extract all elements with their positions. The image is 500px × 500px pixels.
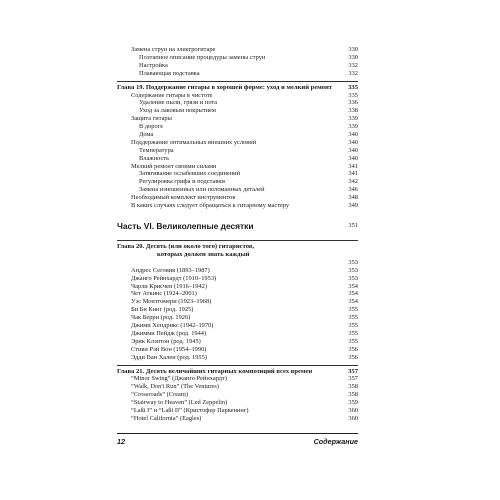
toc-entry[interactable]	[117, 202, 358, 210]
toc-entry-page: 348	[348, 194, 358, 202]
toc-entry[interactable]	[117, 298, 358, 306]
toc-entry-page: 360	[348, 407, 358, 415]
chapter-19-list	[117, 92, 358, 210]
toc-entry[interactable]	[117, 346, 358, 354]
chapter-title-line-1: Глава 20. Десять (или около того) гитаристов,	[117, 242, 255, 250]
toc-entry[interactable]	[117, 391, 358, 399]
toc-entry-title: Затягивание ослабевших соединений	[139, 170, 241, 178]
toc-entry-title: Необходимый комплект инструментов	[131, 194, 236, 202]
toc-entry-title: Замена струн на электрогитаре	[131, 45, 216, 53]
toc-entry-page: 338	[348, 107, 358, 115]
toc-entry[interactable]	[117, 407, 358, 415]
toc-entry-page: 358	[348, 391, 358, 399]
toc-entry[interactable]	[117, 194, 358, 202]
toc-entry-title: Влажность	[139, 154, 170, 162]
toc-entry-page: 330	[348, 45, 358, 53]
toc-entry[interactable]	[117, 267, 358, 275]
toc-entry-title: Дома	[139, 131, 154, 138]
toc-entry-title: Мелкий ремонт своими силами	[131, 162, 217, 170]
toc-entry[interactable]	[117, 131, 358, 139]
toc-entry[interactable]	[117, 70, 358, 78]
toc-entry-page: 353	[348, 266, 358, 274]
toc-entry-page: 355	[348, 306, 358, 314]
chapter-20-page-row	[117, 259, 358, 267]
toc-entry-page: 355	[348, 322, 358, 330]
chapter-page: 353	[348, 258, 358, 266]
toc-entry-title: Джимми Пейдж (род. 1944)	[131, 329, 207, 337]
toc-entry-title: Замена изношенных или поломанных деталей	[139, 186, 265, 194]
chapter-page: 357	[348, 367, 358, 375]
toc-entry-title: Содержание гитары в чистоте	[131, 91, 213, 99]
toc-entry-page: 353	[348, 274, 358, 282]
toc-entry[interactable]	[117, 186, 358, 194]
toc-entry-page: 355	[348, 314, 358, 322]
toc-entry-title: В дороге	[139, 123, 164, 131]
chapter-19-heading[interactable]	[117, 81, 358, 92]
toc-entry-title: Настройка	[139, 61, 168, 69]
toc-entry-page: 340	[348, 154, 358, 162]
toc-entry-title: Эрик Клэптон (род. 1945)	[131, 337, 201, 345]
toc-entry-page: 341	[348, 170, 358, 178]
toc-entry-page: 346	[348, 186, 358, 194]
part-page: 351	[348, 221, 358, 229]
toc-entry[interactable]	[117, 415, 358, 423]
table-of-contents	[117, 46, 358, 423]
toc-entry-page: 354	[348, 298, 358, 306]
toc-entry[interactable]	[117, 314, 358, 322]
toc-entry[interactable]	[117, 290, 358, 298]
toc-entry-page: 339	[348, 123, 358, 131]
toc-entry-title: Би Би Кинг (род. 1925)	[131, 306, 194, 314]
toc-entry-page: 354	[348, 282, 358, 290]
toc-entry-page: 355	[348, 329, 358, 337]
toc-entry-page: 356	[348, 345, 358, 353]
toc-entry[interactable]	[117, 338, 358, 346]
toc-entry-title: Стиви Рэй Вон (1954–1990)	[131, 345, 207, 353]
toc-entry[interactable]	[117, 354, 358, 362]
toc-entry[interactable]	[117, 54, 358, 62]
toc-entry[interactable]	[117, 376, 358, 384]
toc-entry-page: 358	[348, 383, 358, 391]
toc-entry-page: 356	[348, 353, 358, 361]
toc-entry-title: Андрес Сеговия (1893–1987)	[131, 266, 210, 274]
toc-entry[interactable]	[117, 115, 358, 123]
toc-top-list	[117, 46, 358, 78]
toc-entry[interactable]	[117, 155, 358, 163]
toc-entry[interactable]	[117, 330, 358, 338]
toc-entry[interactable]	[117, 62, 358, 70]
toc-entry[interactable]	[117, 178, 358, 186]
toc-entry-title: Эдди Ван Хален (род. 1955)	[131, 353, 207, 361]
toc-entry-title: “Crossroads” (Cream)	[131, 391, 188, 399]
chapter-20-heading[interactable]	[117, 240, 358, 259]
toc-entry[interactable]	[117, 306, 358, 314]
toc-entry-title: Регулировка грифа и подставки	[139, 178, 225, 186]
toc-entry-title: Уэс Монтгомери (1923–1968)	[131, 298, 212, 306]
toc-entry-title: Уход за лаковым покрытием	[139, 107, 216, 115]
toc-entry-page: 357	[348, 375, 358, 383]
section-name: Содержание	[313, 437, 358, 446]
part-title: Часть VI. Великолепные десятки	[117, 220, 254, 231]
toc-entry-page: 341	[348, 162, 358, 170]
chapter-21-heading[interactable]	[117, 365, 358, 376]
toc-entry-page: 355	[348, 337, 358, 345]
page-number: 12	[117, 437, 125, 446]
toc-entry[interactable]	[117, 170, 358, 178]
toc-entry[interactable]	[117, 275, 358, 283]
toc-entry[interactable]	[117, 139, 358, 147]
toc-entry-title: Чет Аткинс (1924–2001)	[131, 290, 197, 298]
toc-entry[interactable]	[117, 92, 358, 100]
toc-entry-title: Поэтапное описание процедуры замены струн	[139, 53, 266, 61]
toc-entry-page: 332	[348, 61, 358, 69]
chapter-title: Глава 19. Поддержание гитары в хорошей форме: уход и мелкий ремонт	[117, 83, 332, 91]
toc-entry-title: Удаление пыли, грязи и пота	[139, 99, 218, 107]
toc-entry-page: 354	[348, 290, 358, 298]
toc-entry-title: Защита гитары	[131, 115, 172, 123]
toc-entry-title: В каких случаях следует обращаться к гитарному мастеру	[131, 202, 290, 210]
chapter-page: 335	[348, 83, 358, 91]
part-6-heading[interactable]	[117, 220, 358, 232]
toc-entry-title: Поддержание оптимальных внешних условий	[131, 138, 257, 146]
toc-entry[interactable]	[117, 383, 358, 391]
toc-entry[interactable]	[117, 123, 358, 131]
toc-entry-page: 359	[348, 399, 358, 407]
toc-entry-page: 339	[348, 115, 358, 123]
toc-entry-page: 336	[348, 99, 358, 107]
chapter-title-line-2: которых должен знать каждый	[157, 250, 250, 258]
toc-entry-page: 360	[348, 414, 358, 422]
toc-entry-page: 330	[348, 53, 358, 61]
page-footer	[117, 433, 358, 446]
toc-entry-page: 340	[348, 146, 358, 154]
toc-entry-title: Джанго Рейнхардт (1910–1953)	[131, 274, 217, 282]
toc-entry-title: “Walk, Don't Run” (The Ventures)	[131, 383, 220, 391]
toc-entry-title: “Minor Swing” (Джанго Рейнхардт)	[131, 375, 227, 383]
toc-entry-page: 340	[348, 131, 358, 138]
toc-entry-title: “Stairway to Heaven” (Led Zeppelin)	[131, 399, 228, 407]
toc-entry[interactable]	[117, 283, 358, 291]
toc-entry-title: Чарли Крисчен (1916–1942)	[131, 282, 207, 290]
toc-entry-page: 340	[348, 138, 358, 146]
toc-entry-page: 332	[348, 69, 358, 77]
chapter-21-list	[117, 376, 358, 423]
toc-entry[interactable]	[117, 322, 358, 330]
toc-entry-title: Плавающая подставка	[139, 69, 200, 77]
toc-entry[interactable]	[117, 107, 358, 115]
toc-entry[interactable]	[117, 399, 358, 407]
toc-entry[interactable]	[117, 99, 358, 107]
toc-entry-title: “Laßt I” и “Laßt II” (Кристофер Паркенинг)	[131, 407, 249, 415]
toc-entry-page: 342	[348, 178, 358, 186]
toc-entry-page: 335	[348, 91, 358, 99]
toc-entry-title: “Hotel California” (Eagles)	[131, 414, 202, 422]
toc-entry-title: Температура	[139, 146, 174, 154]
toc-entry[interactable]	[117, 163, 358, 171]
toc-entry-title: Джими Хендрикс (1942–1970)	[131, 322, 214, 330]
chapter-title: Глава 21. Десять величайших гитарных композиций всех времен	[117, 367, 313, 375]
toc-entry-page: 349	[348, 202, 358, 210]
chapter-20-list	[117, 267, 358, 362]
toc-entry[interactable]	[117, 147, 358, 155]
toc-entry-title: Чак Берри (род. 1926)	[131, 314, 191, 322]
toc-entry[interactable]	[117, 46, 358, 54]
